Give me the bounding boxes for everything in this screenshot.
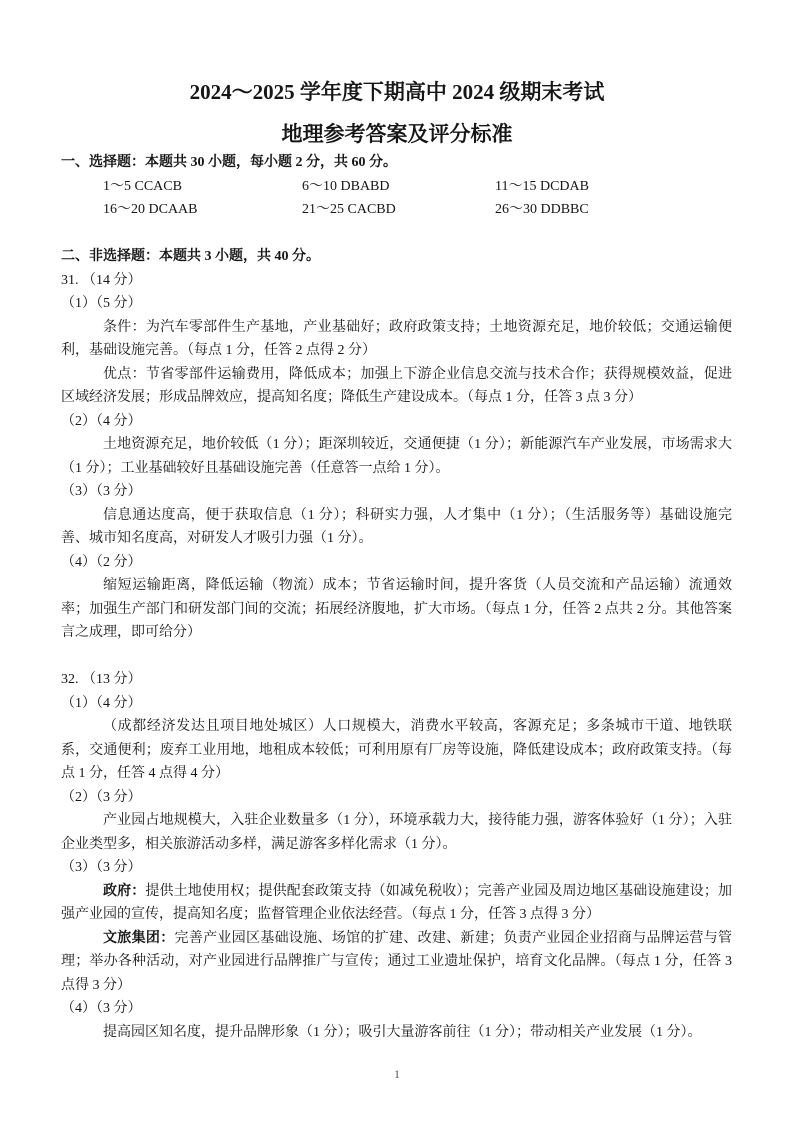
q31-part-3-heading: （3）（3 分） — [61, 484, 142, 499]
answers-6-10: 6～10 DBABD — [302, 178, 390, 194]
q32-part-2-text: 产业园占地规模大，入驻企业数量多（1 分），环境承载力大，接待能力强，游客体验好（1 分）；入驻企业类型多，相关旅游活动多样，满足游客多样化需求（1 分）。 — [61, 813, 732, 852]
q31-part-4-answer — [61, 574, 732, 645]
q31-part-3-text: 信息通达度高，便于获取信息（1 分）；科研实力强，人才集中（1 分）；（生活服务等）基础设施完善、城市知名度高，对研发人才吸引力强（1 分）。 — [61, 507, 732, 546]
q32-part-1-answer — [61, 715, 732, 786]
choice-section-heading: 一、选择题：本题共 30 小题，每小题 2 分，共 60 分。 — [61, 155, 397, 170]
q31-part-2-text: 土地资源充足，地价较低（1 分）；距深圳较近，交通便捷（1 分）；新能源汽车产业发展，市场需求大（1 分）；工业基础较好且基础设施完善（任意答一点给 1 分）。 — [61, 437, 732, 476]
q31-part-1-text-2: 优点：节省零部件运输费用，降低成本；加强上下游企业信息交流与技术合作；获得规模效益，促进区域经济发展；形成品牌效应，提高知名度；降低生产建设成本。（每点 1 分，任答 3 点 3 分） — [61, 366, 732, 405]
q32-part-1-heading: （1）（4 分） — [61, 695, 142, 711]
q32-part-2-heading: （2）（3 分） — [61, 789, 142, 805]
q32-part-2-answer — [61, 809, 732, 856]
question-32-number: 32. （13 分） — [61, 672, 142, 687]
q32-part-3-answer-government — [61, 880, 732, 927]
q32-part-4-text: 提高园区知名度，提升品牌形象（1 分）；吸引大量游客前往（1 分）；带动相关产业发展（1 分）。 — [103, 1024, 702, 1040]
question-31-number: 31. （14 分） — [61, 272, 142, 288]
q32-part-4-answer — [61, 1021, 732, 1045]
answers-21-25: 21～25 CACBD — [302, 202, 396, 217]
q31-part-4-heading: （4）（2 分） — [61, 554, 142, 570]
q32-part-3-tourism-group-text: 完善产业园区基础设施、场馆的扩建、改建、新建；负责产业园企业招商与品牌运营与管理；举办各种活动，对产业园进行品牌推广与宣传；通过工业遗址保护，培育文化品牌。（每点 1 分，任答 3 点得 3 分） — [61, 930, 733, 993]
question-31 — [61, 269, 732, 645]
q32-part-1-text: （成都经济发达且项目地处城区）人口规模大，消费水平较高，客源充足；多条城市干道、地铁联系，交通便利；废弃工业用地，地租成本较低；可利用原有厂房等设施，降低建设成本；政府政策支持。（每点 1 分，任答 4 点得 4 分） — [61, 719, 732, 781]
blank-line — [61, 645, 732, 669]
q32-part-3-government-label: 政府： — [103, 883, 146, 899]
answers-11-15: 11～15 DCDAB — [495, 178, 589, 194]
q31-part-4-text: 缩短运输距离，降低运输（物流）成本；节省运输时间，提升客货（人员交流和产品运输）流通效率；加强生产部门和研发部门间的交流；拓展经济腹地，扩大市场。（每点 1 分，任答 2 点共 2 分。其他答案言之成理，即可给分） — [61, 578, 732, 640]
choice-answers-row-2 — [61, 198, 732, 222]
q32-part-3-government-text: 提供土地使用权；提供配套政策支持（如减免税收）；完善产业园及周边地区基础设施建设；加强产业园的宣传，提高知名度；监督管理企业依法经营。（每点 1 分，任答 3 点得 3 分） — [61, 883, 733, 922]
blank-line — [61, 222, 732, 246]
answers-1-5: 1～5 CCACB — [103, 178, 182, 194]
q31-part-1-heading: （1）（5 分） — [61, 296, 142, 311]
q31-part-1-answer-advantages — [61, 363, 732, 410]
answer-key-body — [0, 151, 794, 1044]
answer-key-subtitle: 地理参考答案及评分标准 — [281, 123, 513, 146]
question-32 — [61, 668, 732, 1044]
q32-part-3-tourism-group-label: 文旅集团： — [103, 930, 175, 946]
q32-part-4-heading: （4）（3 分） — [61, 1001, 142, 1016]
q31-part-1-answer-conditions — [61, 316, 732, 363]
q32-part-3-answer-tourism-group — [61, 927, 732, 998]
q31-part-1-text-1: 条件：为汽车零部件生产基地，产业基础好；政府政策支持；土地资源充足，地价较低；交通运输便利，基础设施完善。（每点 1 分，任答 2 点得 2 分） — [61, 319, 732, 358]
q31-part-3-answer — [61, 504, 732, 551]
q31-part-2-answer — [61, 433, 732, 480]
page-number: 1 — [394, 1067, 400, 1081]
free-response-section-heading: 二、非选择题：本题共 3 小题，共 40 分。 — [61, 249, 320, 264]
answers-16-20: 16～20 DCAAB — [103, 202, 198, 217]
q31-part-2-heading: （2）（4 分） — [61, 413, 142, 429]
answers-26-30: 26～30 DDBBC — [495, 202, 589, 217]
exam-title: 2024～2025 学年度下期高中 2024 级期末考试 — [189, 80, 605, 104]
choice-answers-row-1 — [61, 175, 732, 199]
q32-part-3-heading: （3）（3 分） — [61, 860, 142, 875]
